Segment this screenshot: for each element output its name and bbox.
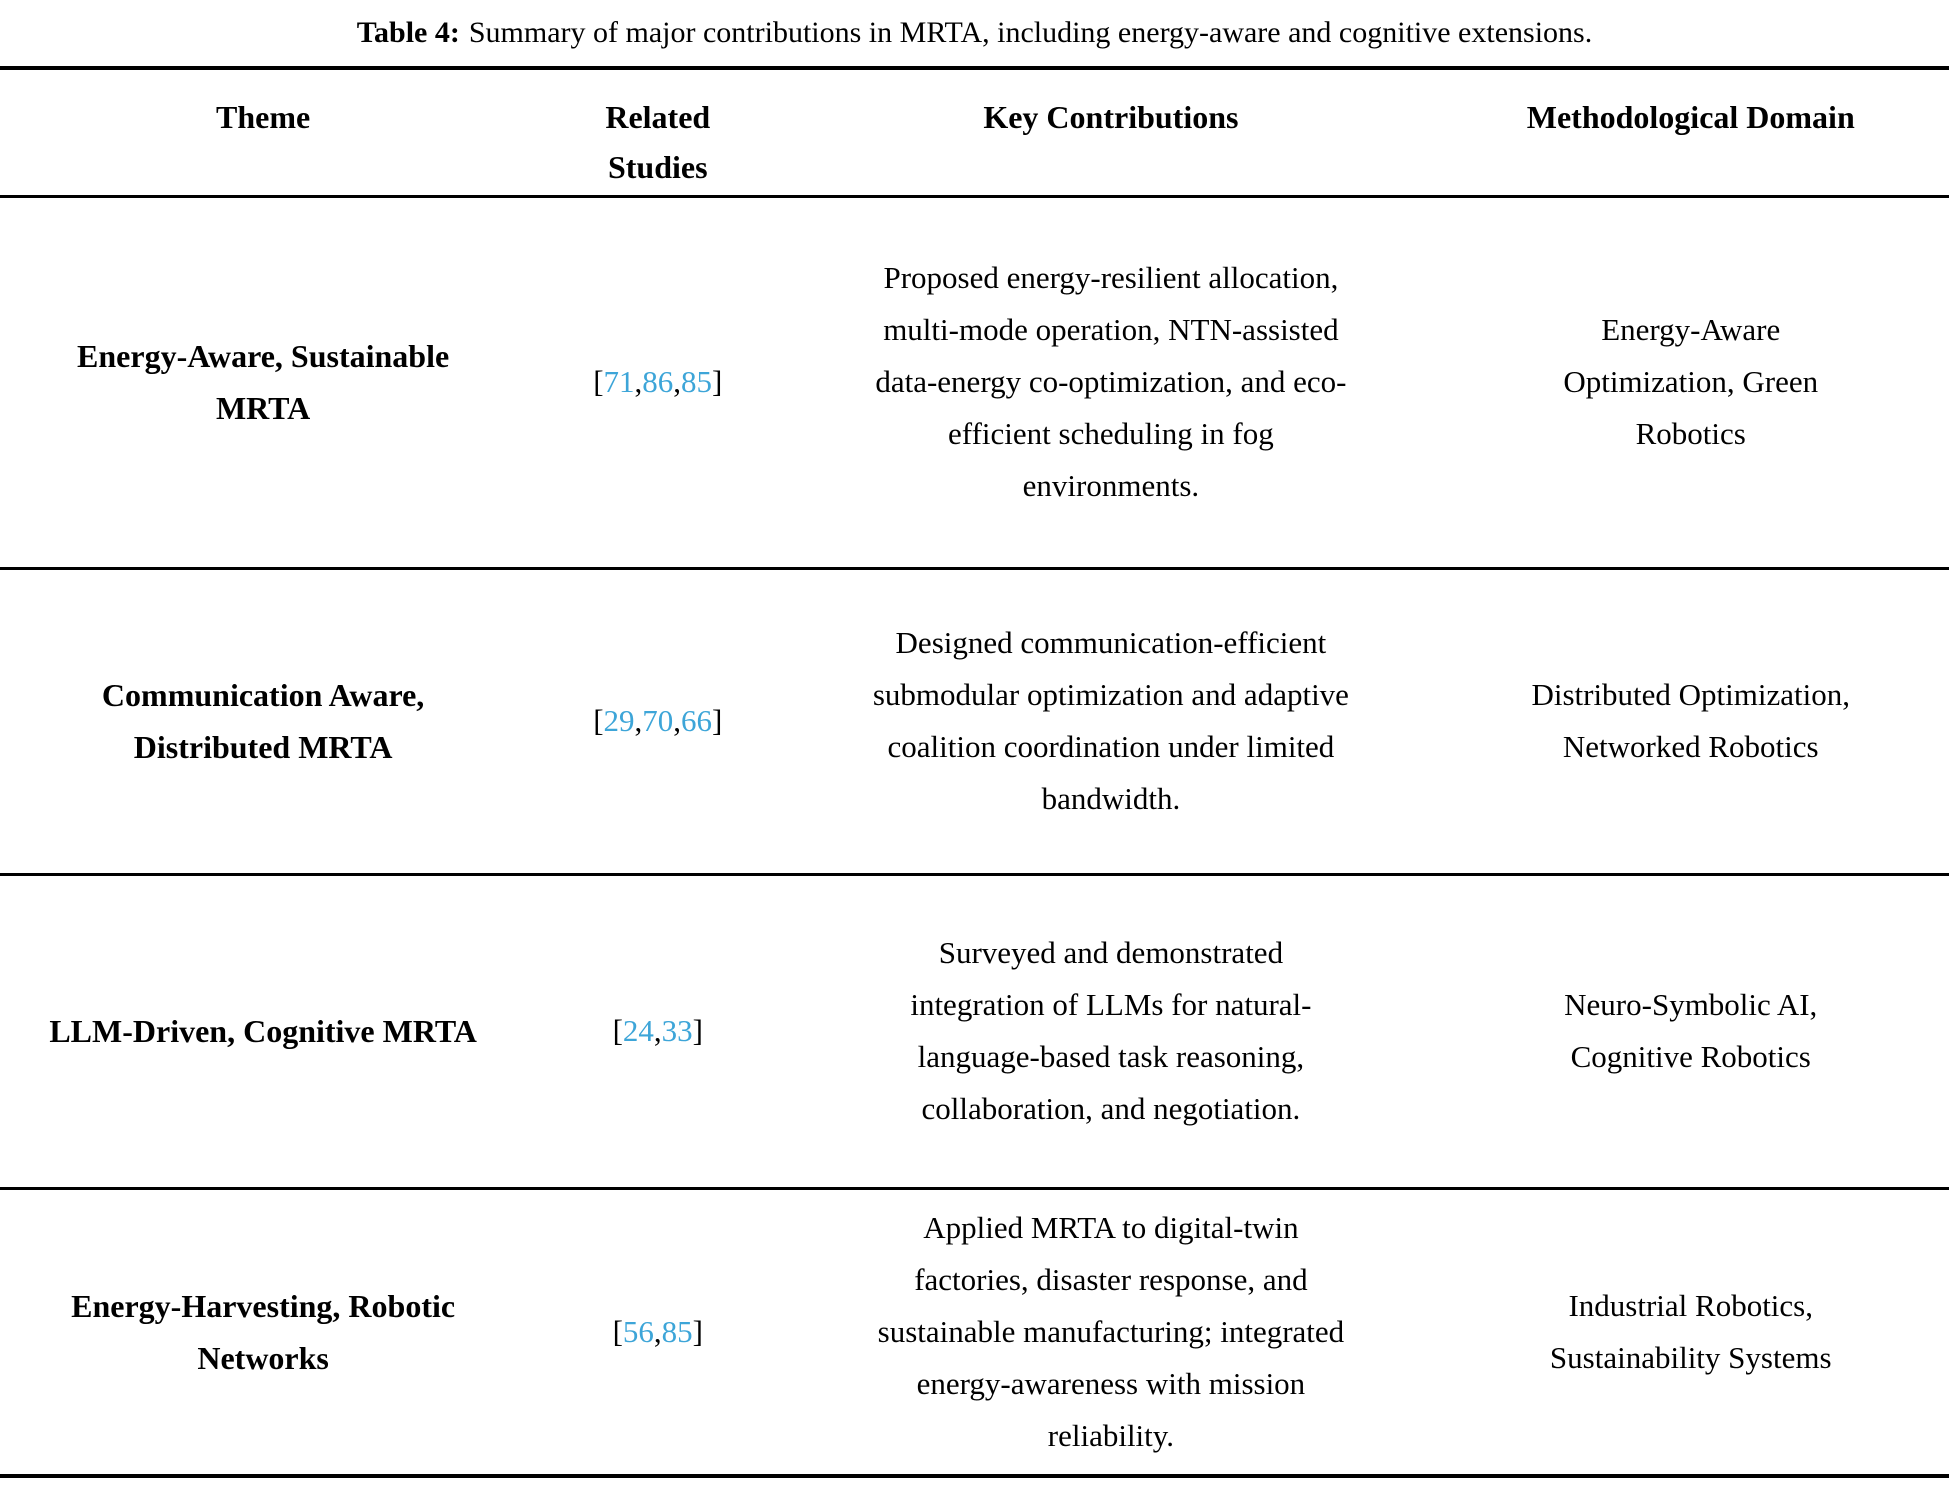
citation-bracket: [ [612, 1313, 623, 1349]
key-contributions-cell [789, 874, 1432, 1188]
citations-cell [526, 874, 789, 1188]
methodological-domain-cell [1432, 1188, 1949, 1476]
citation-link[interactable]: 56 [622, 1313, 654, 1349]
methodological-domain-text: Distributed Optimization, Networked Robotics [1531, 677, 1851, 764]
citation-link[interactable]: 24 [622, 1013, 654, 1048]
theme-cell [0, 568, 526, 874]
key-contributions-cell [789, 1188, 1432, 1476]
key-contributions-cell [789, 568, 1432, 874]
col-header-related-studies: Related Studies [605, 99, 711, 185]
citation-separator: , [653, 1313, 662, 1349]
key-contributions-text: Surveyed and demonstrated integration of LLMs for natural-language-based task reasoning, collaboration, and negotiation. [910, 935, 1312, 1126]
citation-separator: , [634, 703, 643, 738]
col-header-methodological-domain: Methodological Domain [1526, 99, 1855, 135]
citation-link[interactable]: 66 [681, 703, 713, 738]
theme-text: Communication Aware, Distributed MRTA [101, 677, 425, 765]
theme-text: Energy-Harvesting, Robotic Networks [71, 1287, 456, 1376]
key-contributions-text: Proposed energy-resilient allocation, multi-mode operation, NTN-assisted data-energy co-optimization, and eco-efficient scheduling in fog environments. [875, 260, 1347, 503]
col-header-theme: Theme [216, 99, 311, 135]
methodological-domain-cell [1432, 874, 1949, 1188]
citation-bracket: [ [593, 703, 604, 738]
citation-link[interactable]: 71 [603, 364, 635, 399]
citation-link[interactable]: 70 [642, 703, 674, 738]
table-row-llm-driven [0, 874, 1949, 1188]
citation-bracket: ] [692, 1313, 703, 1349]
citation-link[interactable]: 86 [642, 364, 674, 399]
citations-cell [526, 196, 789, 568]
citation-separator: , [673, 364, 682, 399]
citation-bracket: [ [593, 364, 604, 399]
key-contributions-cell [789, 196, 1432, 568]
citation-link[interactable]: 33 [661, 1013, 693, 1048]
methodological-domain-cell [1432, 196, 1949, 568]
citation-bracket: ] [692, 1013, 703, 1048]
table-row-communication-aware [0, 568, 1949, 874]
citation-link[interactable]: 85 [681, 364, 713, 399]
theme-text: Energy-Aware, Sustainable MRTA [77, 338, 450, 426]
citations-cell [526, 1188, 789, 1476]
citation-link[interactable]: 85 [661, 1313, 693, 1349]
table-caption-label: Table 4: [356, 16, 460, 49]
citation-link[interactable]: 29 [603, 703, 635, 738]
contributions-table [0, 66, 1949, 1478]
table-row-energy-aware [0, 196, 1949, 568]
citation-group [613, 1013, 703, 1048]
col-header-key-contributions: Key Contributions [983, 99, 1239, 135]
theme-cell [0, 874, 526, 1188]
citation-group [593, 703, 722, 738]
methodological-domain-cell [1432, 568, 1949, 874]
table-caption [0, 0, 1949, 66]
citation-group [593, 364, 722, 399]
citation-separator: , [653, 1013, 662, 1048]
theme-cell [0, 1188, 526, 1476]
methodological-domain-text: Energy-Aware Optimization, Green Robotics [1563, 312, 1819, 451]
methodological-domain-text: Neuro-Symbolic AI, Cognitive Robotics [1564, 987, 1818, 1074]
citation-bracket: ] [712, 364, 723, 399]
table-row-energy-harvesting [0, 1188, 1949, 1476]
citation-bracket: [ [612, 1013, 623, 1048]
theme-text: LLM-Driven, Cognitive MRTA [49, 1013, 477, 1049]
citation-separator: , [634, 364, 643, 399]
key-contributions-text: Applied MRTA to digital-twin factories, disaster response, and sustainable manufacturing; integrated energy-awareness with mission reliability. [877, 1209, 1345, 1453]
citations-cell [526, 568, 789, 874]
theme-cell [0, 196, 526, 568]
citation-bracket: ] [712, 703, 723, 738]
key-contributions-text: Designed communication-efficient submodular optimization and adaptive coalition coordination under limited bandwidth. [872, 625, 1349, 816]
table-caption-text: Summary of major contributions in MRTA, including energy-aware and cognitive extensions. [468, 16, 1593, 49]
methodological-domain-text: Industrial Robotics, Sustainability Systems [1549, 1287, 1832, 1375]
citation-separator: , [673, 703, 682, 738]
citation-group [613, 1314, 703, 1349]
header-row [0, 68, 1949, 196]
